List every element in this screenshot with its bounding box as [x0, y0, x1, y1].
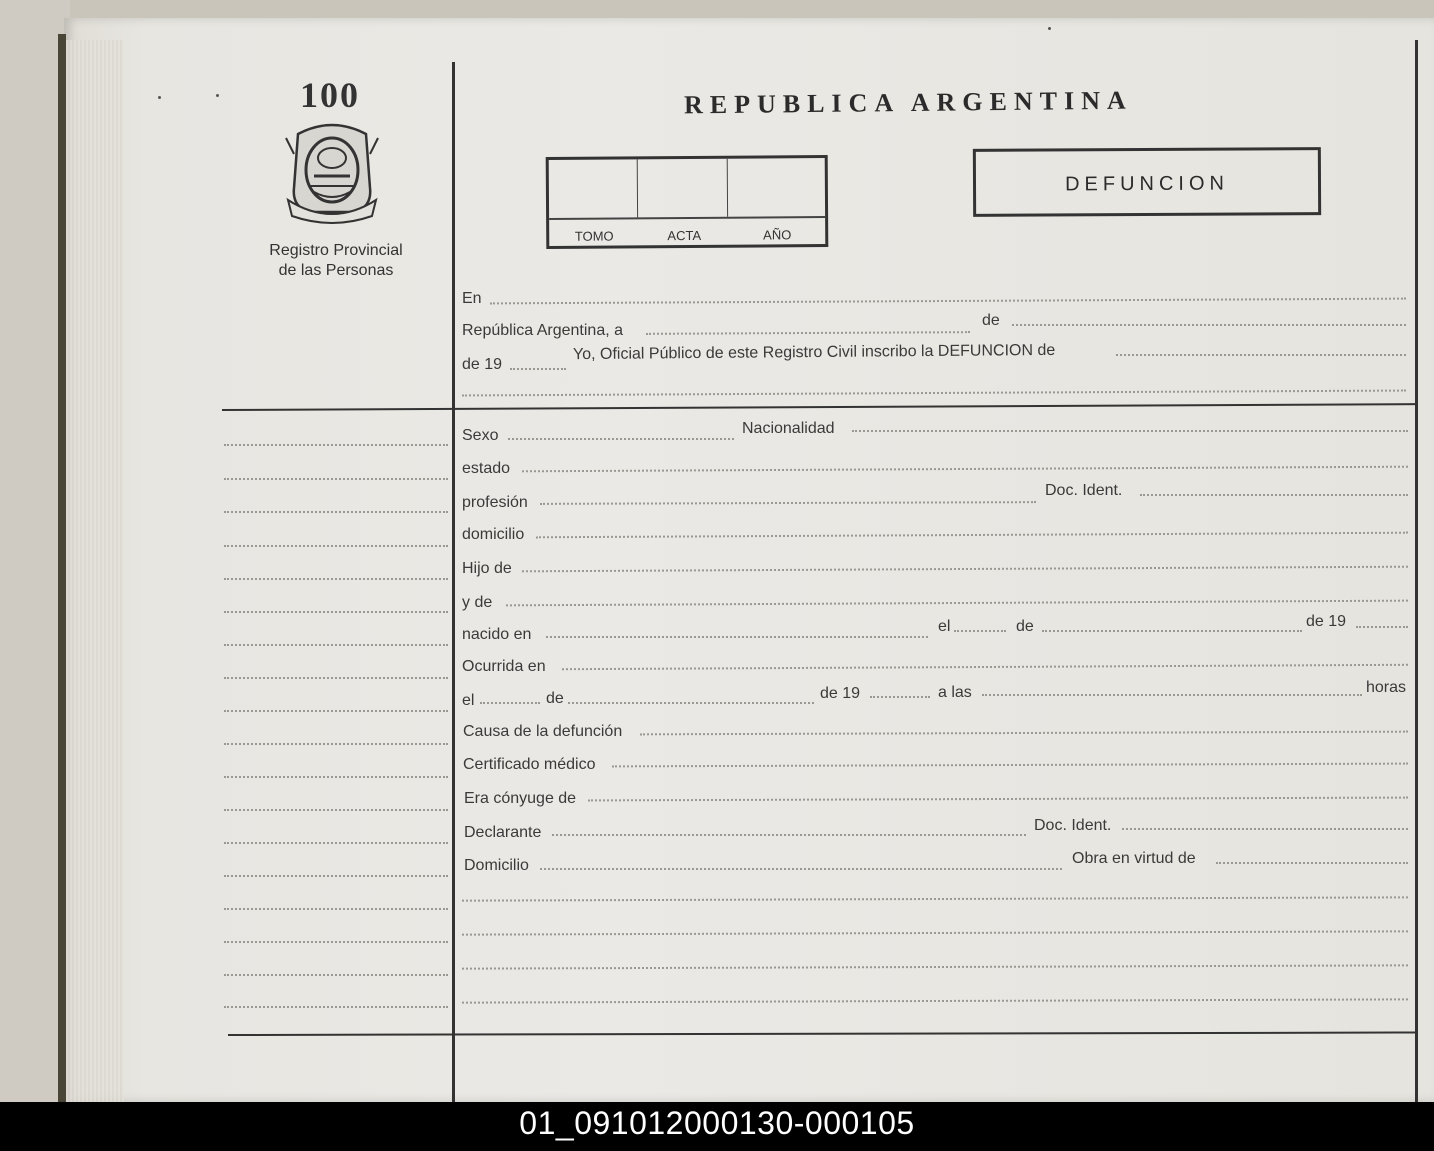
- page-number: 100: [300, 75, 360, 115]
- field-de-mes: de: [1016, 618, 1034, 635]
- entry-line[interactable]: [982, 694, 1362, 696]
- margin-mark: [216, 94, 219, 97]
- field-domicilio-declarante: Domicilio: [464, 857, 529, 874]
- entry-line[interactable]: [1122, 828, 1408, 830]
- field-de-ocurrida: de: [546, 690, 564, 707]
- field-de19-ocurrida: de 19: [820, 685, 861, 702]
- entry-line[interactable]: [1042, 630, 1302, 632]
- field-republica: República Argentina, a: [462, 322, 623, 339]
- margin-line[interactable]: [224, 644, 448, 646]
- entry-line[interactable]: [540, 868, 1062, 870]
- tomo-cell[interactable]: [549, 159, 638, 218]
- field-profesion: profesión: [462, 494, 528, 511]
- entry-line[interactable]: [552, 834, 1026, 836]
- entry-line[interactable]: [1216, 862, 1408, 864]
- acta-cell[interactable]: [637, 159, 728, 218]
- field-nacionalidad: Nacionalidad: [742, 420, 835, 437]
- field-sexo: Sexo: [462, 427, 499, 444]
- field-ocurrida-en: Ocurrida en: [462, 658, 546, 675]
- margin-line[interactable]: [224, 974, 448, 976]
- field-en: En: [462, 290, 482, 307]
- entry-line[interactable]: [480, 702, 540, 704]
- image-caption: 01_091012000130-000105: [519, 1105, 915, 1141]
- tomo-label: TOMO: [574, 228, 614, 244]
- margin-line[interactable]: [224, 545, 448, 547]
- entry-line[interactable]: [1012, 324, 1406, 326]
- field-doc-ident-declarante: Doc. Ident.: [1034, 817, 1112, 834]
- margin-mark: [1048, 27, 1051, 30]
- margin-line[interactable]: [224, 511, 448, 513]
- margin-line[interactable]: [224, 611, 448, 613]
- field-y-de: y de: [462, 594, 493, 611]
- field-a-las: a las: [938, 684, 972, 701]
- field-estado: estado: [462, 460, 511, 477]
- right-rule: [1415, 40, 1418, 1102]
- caption-bar: [0, 1102, 1434, 1151]
- margin-line[interactable]: [224, 941, 448, 943]
- margin-line[interactable]: [224, 875, 448, 877]
- acta-label: ACTA: [667, 227, 702, 244]
- field-de: de: [982, 312, 1000, 329]
- field-horas: horas: [1366, 679, 1407, 696]
- field-declarante: Declarante: [464, 824, 542, 841]
- field-el-ocurrida: el: [462, 692, 475, 709]
- book-cover-edge: [58, 34, 66, 1102]
- margin-line[interactable]: [224, 776, 448, 778]
- entry-line[interactable]: [510, 368, 566, 370]
- anio-label: AÑO: [763, 227, 792, 243]
- record-box-labels: [549, 216, 825, 251]
- registry-name: [248, 241, 424, 281]
- entry-line[interactable]: [954, 630, 1006, 632]
- entry-line[interactable]: [852, 430, 1408, 432]
- field-obra: Obra en virtud de: [1072, 850, 1196, 867]
- margin-line[interactable]: [224, 677, 448, 679]
- entry-line[interactable]: [1356, 626, 1408, 628]
- act-type-label: DEFUNCION: [1065, 172, 1230, 196]
- registry-line-1: Registro Provincial: [269, 242, 403, 259]
- field-certificado: Certificado médico: [463, 756, 596, 773]
- margin-line[interactable]: [224, 444, 448, 446]
- field-hijo-de: Hijo de: [462, 560, 512, 577]
- field-doc-ident: Doc. Ident.: [1045, 482, 1123, 499]
- entry-line[interactable]: [568, 702, 814, 704]
- margin-line[interactable]: [224, 1006, 448, 1008]
- entry-line[interactable]: [1140, 494, 1408, 496]
- field-nacido-en: nacido en: [462, 626, 532, 643]
- registry-line-2: de las Personas: [278, 262, 394, 279]
- entry-line[interactable]: [870, 696, 930, 698]
- entry-line[interactable]: [1116, 354, 1406, 356]
- field-de19-nacido: de 19: [1306, 613, 1347, 630]
- margin-line[interactable]: [224, 578, 448, 580]
- margin-line[interactable]: [224, 842, 448, 844]
- act-type-box: [973, 147, 1321, 217]
- field-oficial: Yo, Oficial Público de este Registro Civil inscribo la DEFUNCION de: [572, 341, 1056, 364]
- margin-line[interactable]: [224, 743, 448, 745]
- provincial-seal-icon: [284, 118, 380, 224]
- margin-line[interactable]: [224, 809, 448, 811]
- entry-line[interactable]: [508, 438, 734, 440]
- field-conyuge: Era cónyuge de: [464, 790, 577, 807]
- margin-line[interactable]: [224, 478, 448, 480]
- field-de19: de 19: [462, 356, 503, 373]
- center-rule: [452, 62, 455, 1102]
- page-stack-edge: [64, 40, 124, 1102]
- field-el: el: [938, 618, 951, 635]
- margin-line[interactable]: [224, 908, 448, 910]
- record-number-box: [546, 155, 829, 249]
- margin-mark: [158, 96, 161, 99]
- margin-line[interactable]: [224, 710, 448, 712]
- field-domicilio: domicilio: [462, 526, 525, 543]
- country-title: REPUBLICA ARGENTINA: [683, 85, 1133, 120]
- entry-line[interactable]: [546, 636, 928, 638]
- field-causa: Causa de la defunción: [463, 723, 623, 740]
